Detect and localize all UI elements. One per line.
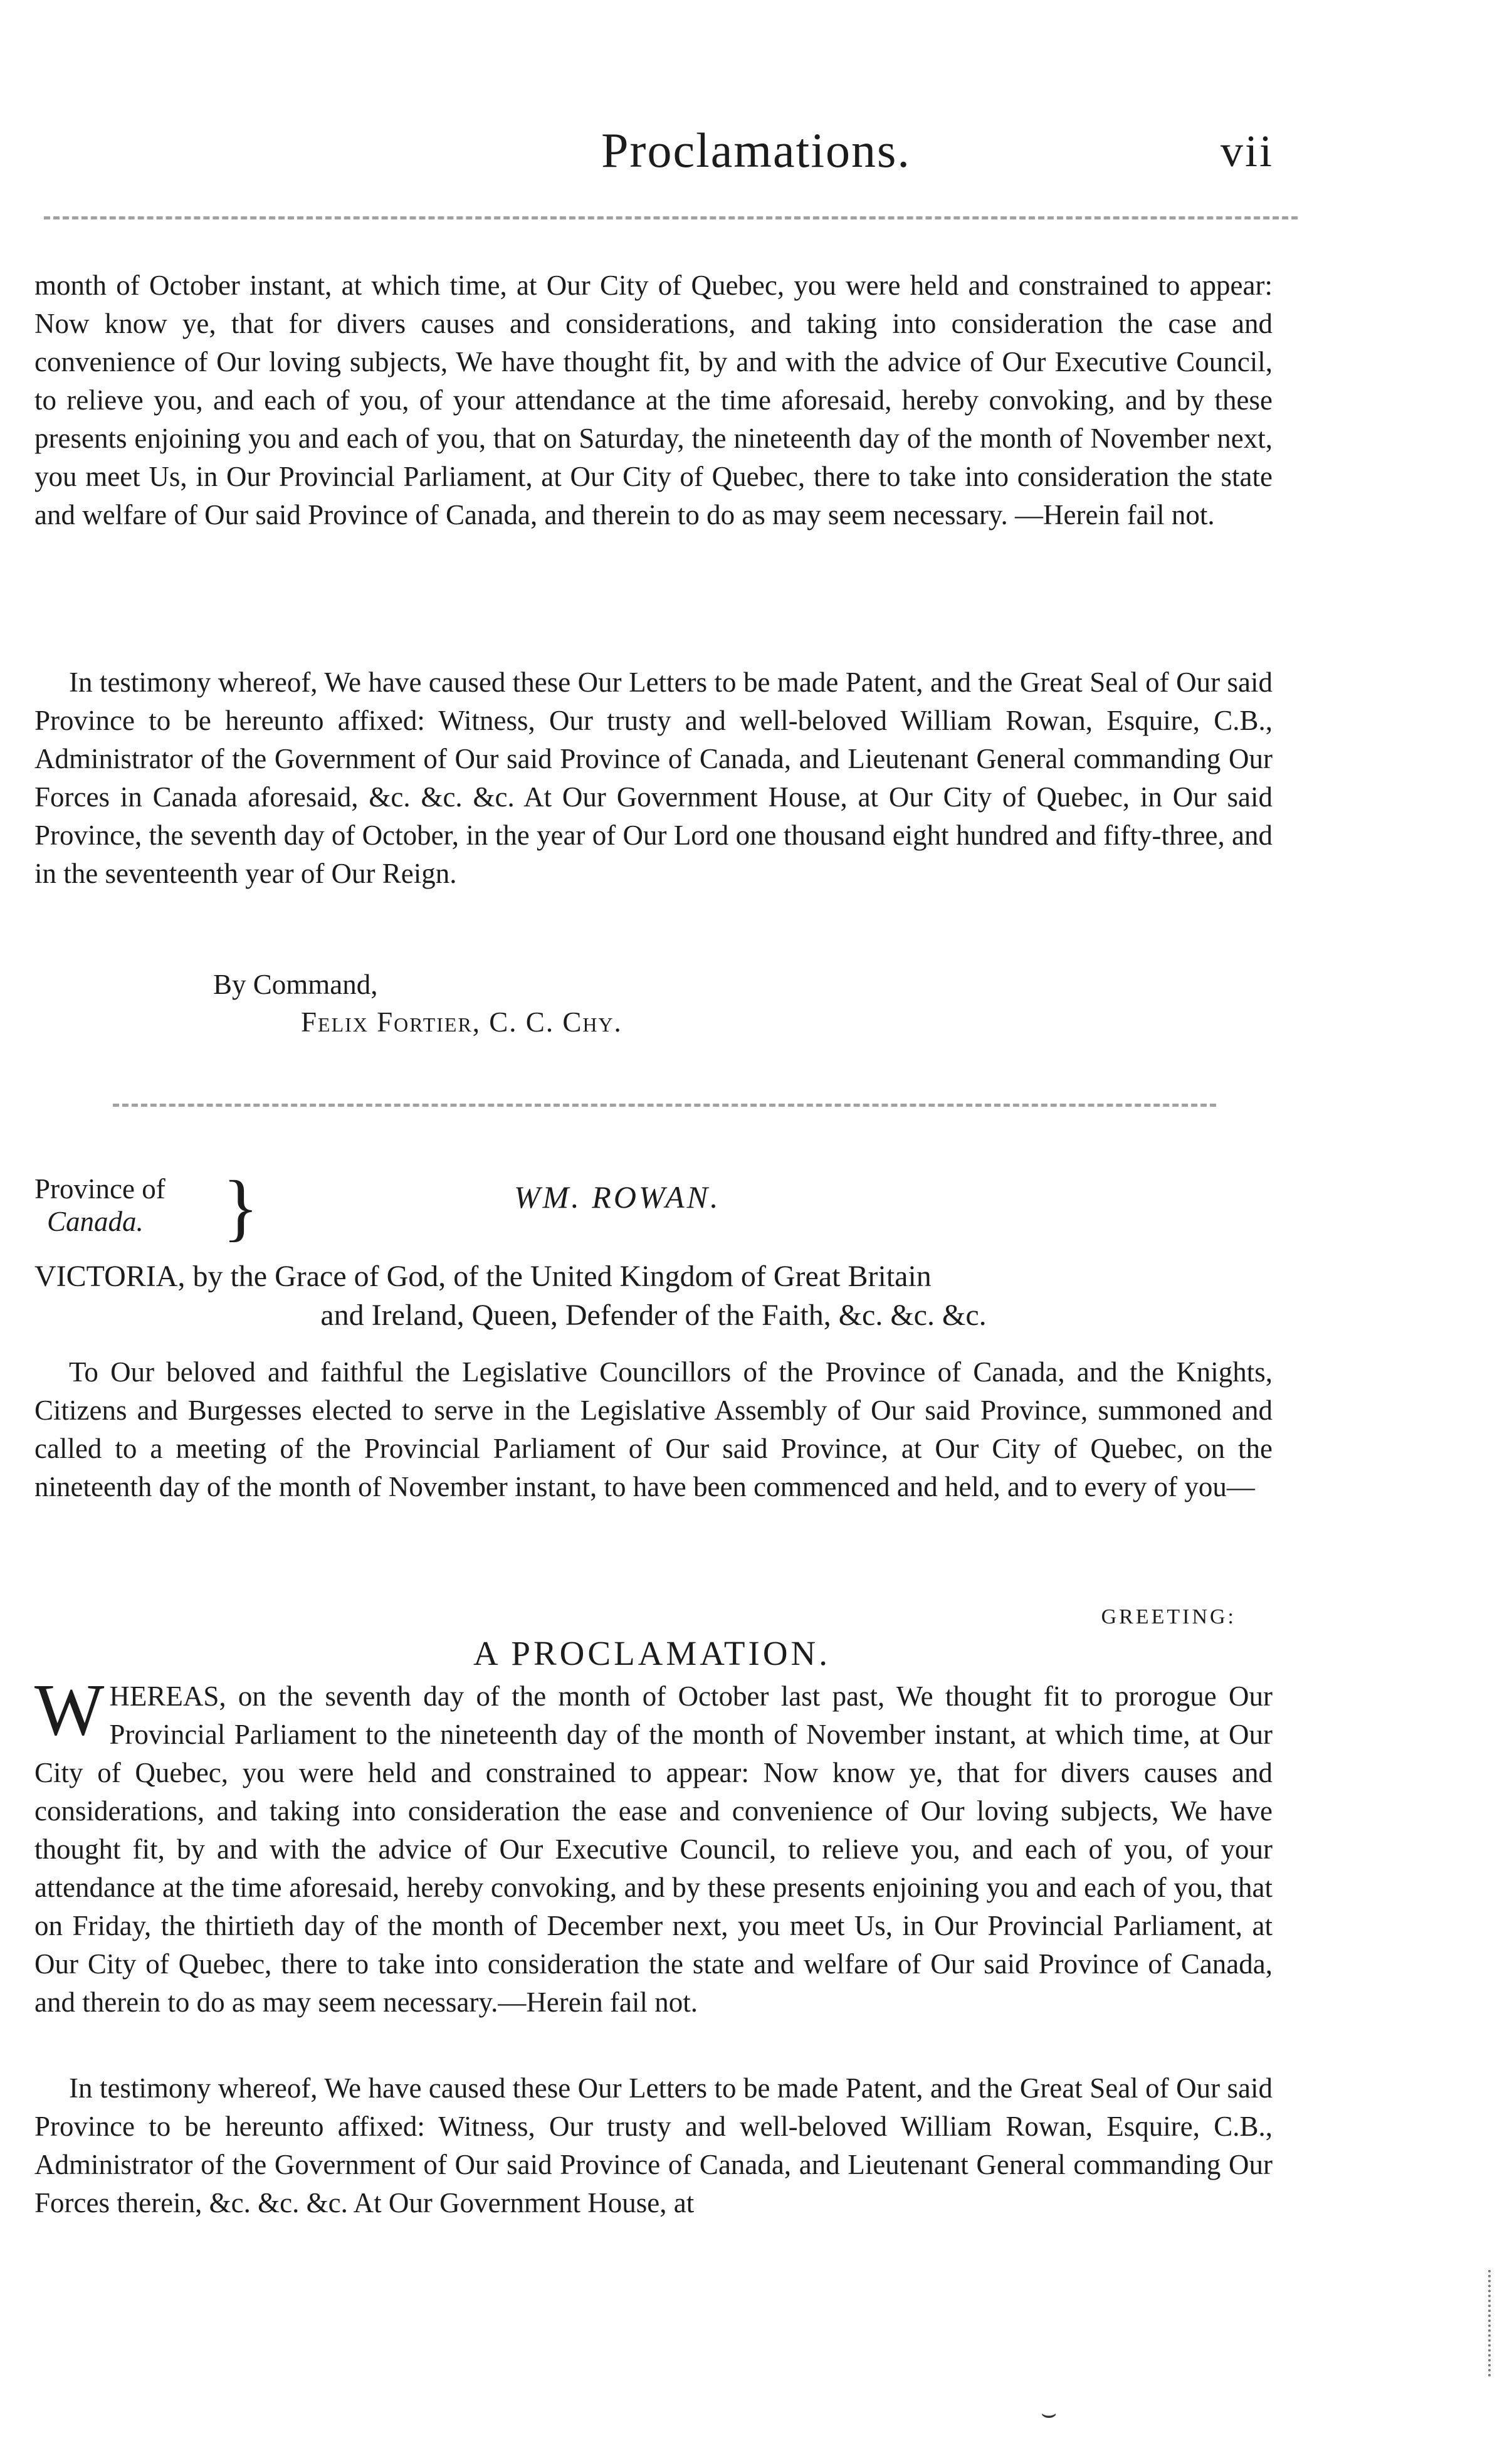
page-number: vii: [1220, 126, 1274, 176]
royal-style-line-2: and Ireland, Queen, Defender of the Faith, &c. &c. &c.: [320, 1299, 987, 1332]
section-divider: [113, 1104, 1216, 1107]
running-title: Proclamations.: [601, 123, 911, 177]
testimony-text: In testimony whereof, We have caused these Our Letters to be made Patent, and the Great Seal of Our said Province to be hereunto affixed: Witness, Our trusty and well-beloved William Rowan, Esquire, C.B., Administrator of the Government of Our said Province of Canada, and Lieutenant General commanding Our Forces in Canada aforesaid, &c. &c. &c. At Our Government House, at Our City of Quebec, in Our said Province, the seventh day of October, in the year of Our Lord one thousand eight hundred and fifty-three, and in the seventeenth year of Our Reign.: [34, 667, 1273, 889]
royal-style-line-1: VICTORIA, by the Grace of God, of the United Kingdom of Great Britain: [34, 1260, 932, 1293]
brace-glyph: }: [223, 1165, 259, 1248]
province-heading: [34, 1165, 259, 1248]
greeting: GREETING:: [1101, 1605, 1236, 1628]
province-line-2: Canada.: [47, 1206, 144, 1237]
testimony-text-2: In testimony whereof, We have caused these Our Letters to be made Patent, and the Great Seal of Our said Province to be hereunto affixed: Witness, Our trusty and well-beloved William Rowan, Esquire, C.B., Administrator of the Government of Our said Province of Canada, and Lieutenant General commanding Our Forces therein, &c. &c. &c. At Our Government House, at: [34, 2072, 1273, 2219]
testimony-paragraph-2: [34, 2041, 1273, 2250]
by-command: By Command,: [213, 969, 378, 1000]
signature-block: [213, 966, 622, 1041]
header-rule: [44, 216, 1298, 219]
proclamation-heading: A PROCLAMATION.: [473, 1634, 831, 1672]
address-text: To Our beloved and faithful the Legislative Councillors of the Province of Canada, and the Knights, Citizens and Burgesses elected to serve in the Legislative Assembly of Our said Province, summoned and called to a meeting of the Provincial Parliament of Our said Province, at Our City of Quebec, on the nineteenth day of the month of November instant, to have been commenced and held, and to every of you—: [34, 1356, 1273, 1502]
whereas-paragraph: [34, 1669, 1273, 2022]
margin-mark: [1488, 2270, 1494, 2377]
drop-cap: W: [34, 1669, 105, 1751]
testimony-paragraph-1: [34, 663, 1273, 893]
province-line-1: Province of: [34, 1173, 165, 1205]
clerk-signature: Felix Fortier, C. C. Chy.: [301, 1006, 622, 1038]
address-paragraph: [34, 1353, 1273, 1506]
royal-style: [34, 1257, 1273, 1335]
continued-proclamation-body: [34, 266, 1273, 534]
administrator-name: WM. ROWAN.: [514, 1179, 721, 1215]
whereas-text: HEREAS, on the seventh day of the month of October last past, We thought fit to prorogue Our Provincial Parliament to the nineteenth day of the month of November instant, at which time, at Our City of Quebec, you were held and constrained to appear: Now know ye, that for divers causes and considerations, and taking into consideration the ease and convenience of Our loving subjects, We have thought fit, by and with the advice of Our Executive Council, to relieve you, and each of you, of your attendance at the time aforesaid, hereby convoking, and by these presents enjoining you and each of you, that on Friday, the thirtieth day of the month of December next, you meet Us, in Our Provincial Parliament, at Our City of Quebec, there to take into consideration the state and welfare of Our said Province of Canada, and therein to do as may seem necessary.—Herein fail not.: [34, 1681, 1273, 2018]
footer-mark: ⌣: [1041, 2399, 1058, 2427]
continued-paragraph: month of October instant, at which time, at Our City of Quebec, you were held and constrained to appear: Now know ye, that for divers causes and considerations, and taking into consideration the case and convenience of Our loving subjects, We have thought fit, by and with the advice of Our Executive Council, to relieve you, and each of you, of your attendance at the time aforesaid, hereby convoking, and by these presents enjoining you and each of you, that on Saturday, the nineteenth day of the month of November next, you meet Us, in Our Provincial Parliament, at Our City of Quebec, there to take into consideration the state and welfare of Our said Province of Canada, and therein to do as may seem necessary. —Herein fail not.: [34, 270, 1273, 530]
